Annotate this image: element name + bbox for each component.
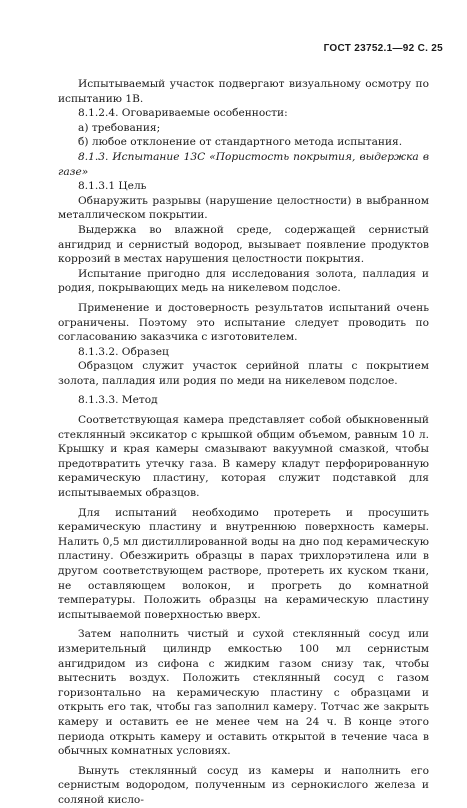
section-heading: 8.1.2.4. Оговариваемые особенности: (78, 107, 288, 120)
section-heading: 8.1.3. Испытание 13С «Пористость покрытия, выдержка в газе» (58, 150, 429, 178)
paragraph: Вынуть стеклянный сосуд из камеры и наполнить его сернистым водородом, полученным из сернокислого железа и соляной кисло- (58, 764, 429, 806)
paragraph: Испытание пригодно для исследования золота, палладия и родия, покрывающих медь на никелевом подслое. (58, 267, 429, 295)
paragraph: Применение и достоверность результатов испытаний очень ограничены. Поэтому это испытание следует проводить по согласованию заказчика с изготовителем. (58, 301, 429, 344)
page-body (58, 77, 429, 808)
paragraph: Образцом служит участок серийной платы с покрытием золота, палладия или родия по меди на никелевом подслое. (58, 360, 429, 387)
paragraph: Соответствующая камера представляет собой обыкновенный стеклянный эксикатор с крышкой общим объемом, равным 10 л. Крышку и края камеры смазывают вакуумной смазкой, чтобы предотвратить утечку газа. В камеру кладут перфорированную керамическую пластину, которая служит подставкой для испытываемых образцов. (58, 414, 429, 500)
paragraph: Для испытаний необходимо протереть и просушить керамическую пластину и внутреннюю поверхность камеры. Налить 0,5 мл дистиллированной воды на дно под керамическую пластину. Обезжирить образцы в парах трихлорэтилена или в другом соответствующем растворе, протереть их куском ткани, не оставляющем волокон, и прогреть до комнатной температуры. Положить образцы на керамическую пластину испытываемой поверхностью вверх. (58, 506, 429, 621)
page-header: ГОСТ 23752.1—92 С. 25 (323, 43, 443, 54)
list-item: б) любое отклонение от стандартного метода испытания. (78, 136, 403, 149)
paragraph: Выдержка во влажной среде, содержащей сернистый ангидрид и сернистый водород, вызывает появление продуктов коррозий в местах нарушения целостности покрытия. (58, 223, 429, 266)
subsection-heading: 8.1.3.3. Метод (78, 394, 158, 407)
paragraph: Испытываемый участок подвергают визуальному осмотру по испытанию 1В. (58, 78, 429, 105)
subsection-heading: 8.1.3.2. Образец (78, 345, 169, 358)
paragraph: Обнаружить разрывы (нарушение целостности) в выбранном металлическом покрытии. (58, 194, 429, 222)
list-item: а) требования; (78, 121, 161, 134)
paragraph: Затем наполнить чистый и сухой стеклянный сосуд или измерительный цилиндр емкостью 100 мл сернистым ангидридом из сифона с жидким газом снизу так, чтобы вытеснить воздух. Положить стеклянный сосуд с газом горизонтально на керамическую пластину с образцами и открыть его так, чтобы газ заполнил камеру. Тотчас же закрыть камеру и оставить ее не менее чем на 24 ч. В конце этого периода открыть камеру и оставить открытой в течение часа в обычных комнатных условиях. (58, 628, 429, 758)
subsection-heading: 8.1.3.1 Цель (78, 180, 147, 193)
